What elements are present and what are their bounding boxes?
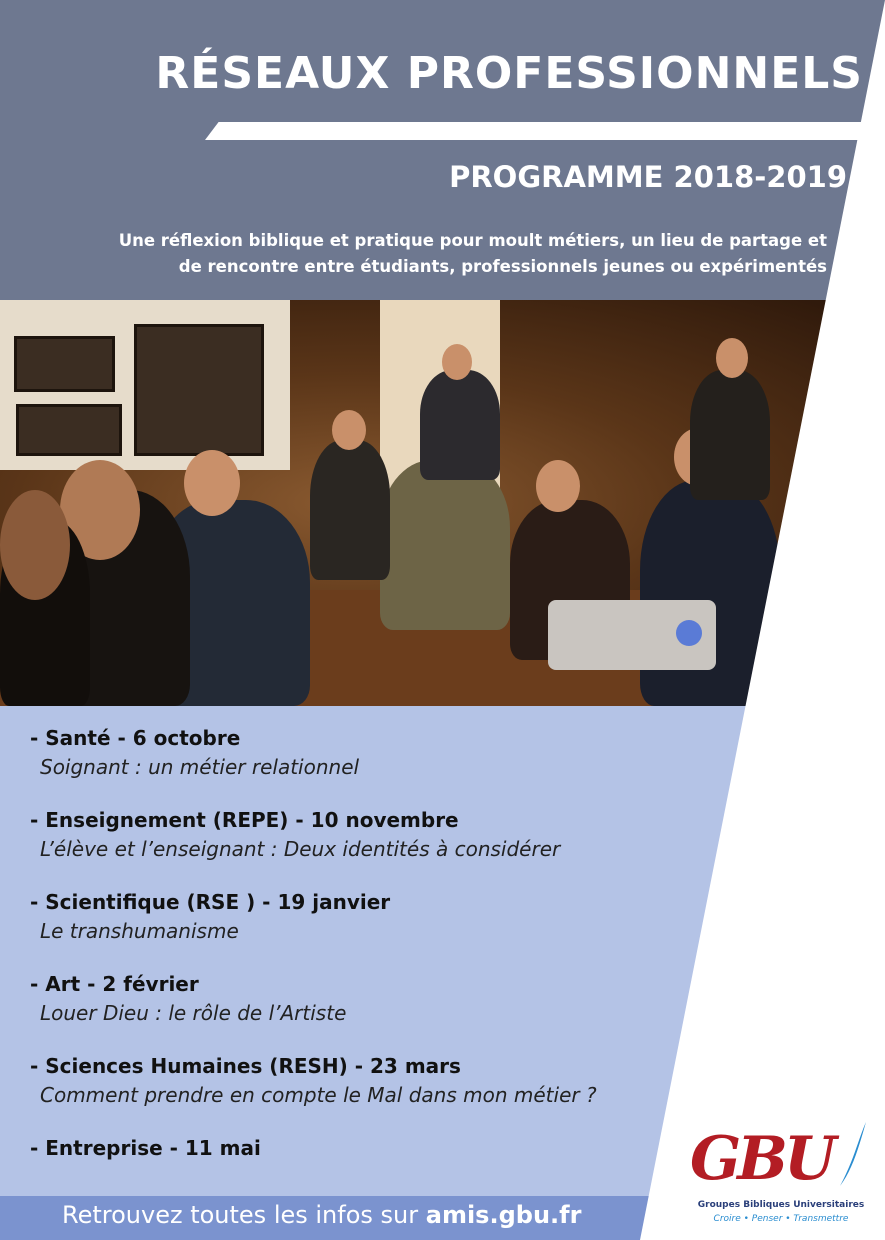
event-title: - Enseignement (REPE) - 10 novembre bbox=[30, 808, 459, 832]
event-item bbox=[30, 1052, 597, 1110]
event-subtitle: Louer Dieu : le rôle de l’Artiste bbox=[40, 1001, 347, 1025]
event-title: - Entreprise - 11 mai bbox=[30, 1136, 261, 1160]
event-item bbox=[30, 1134, 597, 1162]
gbu-logo bbox=[688, 1120, 874, 1232]
logo-swoosh-icon bbox=[836, 1120, 870, 1190]
event-item bbox=[30, 724, 597, 782]
event-title: - Scientifique (RSE ) - 19 janvier bbox=[30, 890, 391, 914]
page-title: RÉSEAUX PROFESSIONNELS bbox=[155, 48, 863, 99]
event-item bbox=[30, 888, 597, 946]
event-subtitle: L’élève et l’enseignant : Deux identités à considérer bbox=[40, 837, 561, 861]
footer-prefix: Retrouvez toutes les infos sur bbox=[62, 1201, 426, 1229]
intro-line-1: Une réflexion biblique et pratique pour moult métiers, un lieu de partage et bbox=[118, 231, 827, 250]
footer-text bbox=[62, 1201, 581, 1229]
event-list bbox=[30, 724, 597, 1186]
logo-name: Groupes Bibliques Universitaires bbox=[697, 1200, 865, 1210]
program-title: PROGRAMME 2018-2019 bbox=[449, 160, 847, 194]
logo-tagline: Croire • Penser • Transmettre bbox=[713, 1214, 849, 1224]
footer-link[interactable]: amis.gbu.fr bbox=[425, 1201, 582, 1229]
logo-letters: GBU bbox=[690, 1124, 833, 1194]
event-title: - Art - 2 février bbox=[30, 972, 199, 996]
event-subtitle: Comment prendre en compte le Mal dans mon métier ? bbox=[40, 1083, 597, 1107]
intro-line-2: de rencontre entre étudiants, professionnels jeunes ou expérimentés bbox=[178, 257, 827, 276]
event-subtitle: Soignant : un métier relationnel bbox=[40, 755, 360, 779]
event-item bbox=[30, 970, 597, 1028]
event-title: - Sciences Humaines (RESH) - 23 mars bbox=[30, 1054, 461, 1078]
event-subtitle: Le transhumanisme bbox=[40, 919, 239, 943]
event-item bbox=[30, 806, 597, 864]
event-title: - Santé - 6 octobre bbox=[30, 726, 241, 750]
